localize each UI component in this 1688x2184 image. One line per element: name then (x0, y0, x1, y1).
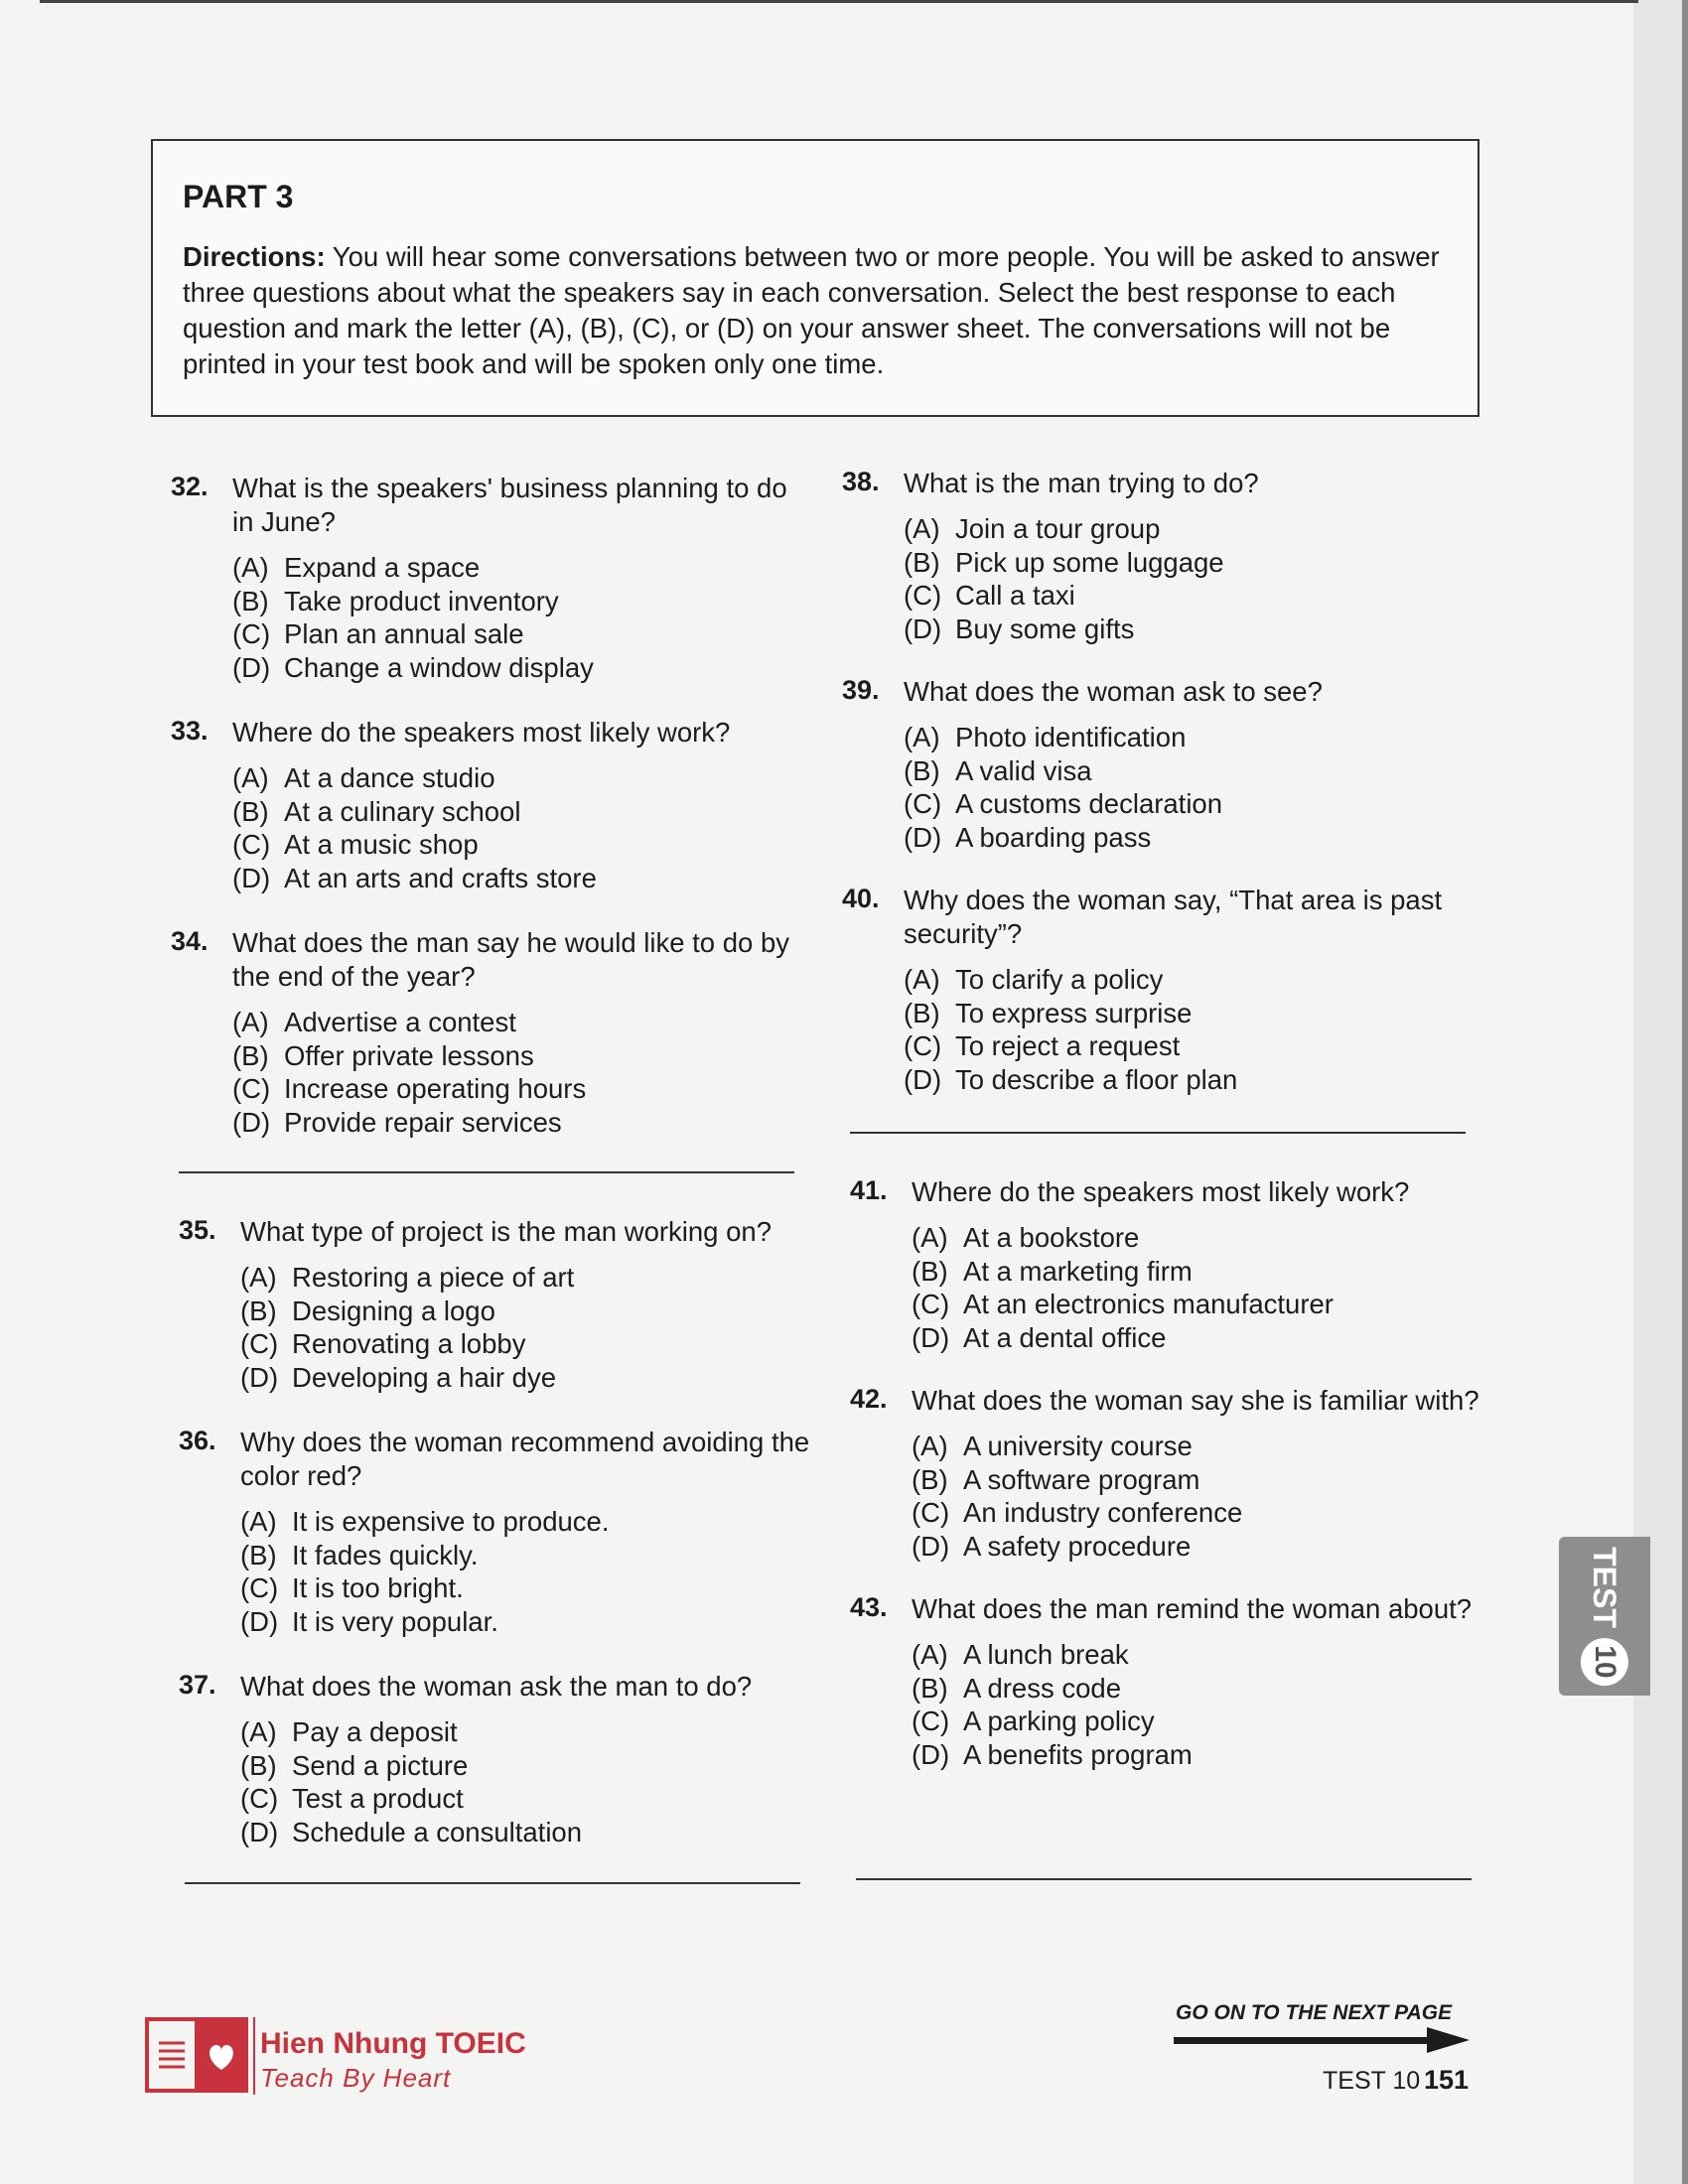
left-column (171, 472, 806, 1139)
option-letter: (A) (904, 964, 940, 995)
divider (856, 1878, 1472, 1880)
tab-number: 10 (1581, 1638, 1628, 1686)
option-letter: (D) (240, 1816, 279, 1847)
option-letter: (D) (904, 613, 942, 644)
option-letter: (D) (240, 1605, 279, 1637)
question-42 (850, 1384, 1485, 1563)
options (240, 1261, 814, 1394)
option-letter: (A) (232, 552, 269, 583)
option[interactable] (904, 579, 1477, 613)
question-number: 33. (171, 716, 209, 746)
option-letter: (A) (912, 1639, 948, 1670)
question-number: 41. (850, 1175, 888, 1205)
option-letter: (B) (232, 585, 269, 616)
option-letter: (A) (912, 1222, 948, 1253)
option-text: To describe a floor plan (955, 1063, 1238, 1095)
question-text: What does the man say he would like to do by the end of the year? (232, 927, 790, 992)
option[interactable] (232, 551, 806, 585)
option-letter: (B) (240, 1539, 277, 1570)
question-number: 34. (171, 926, 209, 956)
option-text: It is expensive to produce. (292, 1506, 610, 1537)
option[interactable] (912, 1638, 1485, 1672)
option-letter: (C) (232, 829, 271, 860)
options (240, 1505, 814, 1638)
tab-inner (1581, 1547, 1628, 1686)
directions-text: You will hear some conversations between two or more people. You will be asked to answer three questions about what the speakers say in each conversation. Select the best response to each question and mark the letter (A), (B), (C), or (D) on your answer sheet. The conversations will not be printed in your test book and will be spoken only one time. (183, 241, 1440, 379)
question-number: 35. (179, 1215, 216, 1245)
question-33 (171, 716, 806, 894)
option-letter: (D) (240, 1361, 279, 1393)
question-36 (179, 1426, 814, 1638)
question-38 (842, 467, 1477, 645)
option-text: Developing a hair dye (292, 1361, 557, 1393)
option-text: Advertise a contest (284, 1007, 516, 1037)
option[interactable] (912, 1463, 1485, 1497)
option-letter: (A) (232, 1007, 269, 1037)
option-text: A dress code (963, 1672, 1121, 1704)
option-text: Call a taxi (955, 580, 1075, 611)
option-text: Take product inventory (284, 585, 559, 616)
divider (185, 1882, 800, 1884)
directions-label: Directions: (183, 241, 326, 272)
brand-name: Hien Nhung TOEIC (260, 2027, 526, 2060)
option[interactable] (912, 1530, 1485, 1564)
tab-label (1559, 1537, 1650, 1696)
option[interactable] (232, 1039, 806, 1073)
option-text: It is too bright. (292, 1572, 464, 1603)
option-letter: (C) (232, 618, 271, 649)
question-40 (842, 884, 1477, 1096)
question-41 (850, 1175, 1485, 1354)
option-letter: (C) (240, 1328, 279, 1359)
option-text: Provide repair services (284, 1106, 562, 1138)
option[interactable] (912, 1705, 1485, 1738)
option[interactable] (232, 1006, 806, 1039)
option-text: A benefits program (963, 1738, 1193, 1770)
option-text: At a culinary school (284, 795, 521, 827)
page-edge (1633, 0, 1688, 2184)
option[interactable] (240, 1539, 814, 1572)
option-letter: (C) (904, 1030, 942, 1061)
option-text: At a marketing firm (963, 1255, 1193, 1287)
page-edge-line (1682, 0, 1688, 2184)
question-text: What does the woman say she is familiar with? (912, 1385, 1479, 1416)
option[interactable] (912, 1321, 1485, 1355)
option-text: Schedule a consultation (292, 1816, 583, 1847)
question-text: Where do the speakers most likely work? (232, 717, 731, 748)
question-number: 32. (171, 472, 209, 501)
option-text: A customs declaration (955, 788, 1223, 819)
option[interactable] (232, 1072, 806, 1106)
option-letter: (D) (912, 1321, 950, 1353)
option-letter: (B) (904, 754, 940, 786)
option-text: Join a tour group (955, 513, 1161, 544)
option-text: It fades quickly. (292, 1539, 479, 1570)
options (904, 512, 1477, 645)
option-text: Renovating a lobby (292, 1328, 526, 1359)
options (912, 1430, 1485, 1563)
options (232, 1006, 806, 1139)
option-letter: (C) (904, 580, 942, 611)
option-letter: (A) (904, 513, 940, 544)
options (232, 551, 806, 684)
option-letter: (B) (240, 1749, 277, 1781)
question-32 (171, 472, 806, 684)
option[interactable] (240, 1782, 814, 1816)
option[interactable] (240, 1816, 814, 1849)
option-text: Test a product (292, 1783, 464, 1814)
option-letter: (B) (912, 1672, 948, 1704)
option-text: At an arts and crafts store (284, 862, 597, 893)
option-text: A lunch break (963, 1639, 1129, 1670)
question-number: 40. (842, 884, 880, 913)
right-column (842, 467, 1477, 1096)
option[interactable] (904, 1029, 1477, 1063)
option-text: A software program (963, 1463, 1200, 1495)
question-text: Why does the woman say, “That area is past security”? (904, 885, 1443, 949)
book-heart-logo-icon (145, 2015, 254, 2095)
option[interactable] (240, 1605, 814, 1639)
option-letter: (A) (240, 1716, 277, 1747)
option[interactable] (904, 1063, 1477, 1097)
question-text: Why does the woman recommend avoiding the color red? (240, 1427, 810, 1491)
question-number: 37. (179, 1670, 216, 1700)
option-text: Increase operating hours (284, 1073, 587, 1104)
option-letter: (D) (904, 1063, 942, 1095)
part-title: PART 3 (183, 179, 294, 214)
option-text: Expand a space (284, 552, 481, 583)
option-letter: (C) (904, 788, 942, 819)
option[interactable] (240, 1571, 814, 1605)
option-letter: (A) (232, 762, 269, 793)
option-letter: (B) (912, 1463, 948, 1495)
option-letter: (C) (232, 1073, 271, 1104)
option-letter: (D) (904, 821, 942, 853)
arrow-right-icon (1174, 2025, 1472, 2055)
directions-paragraph (183, 239, 1448, 382)
question-number: 39. (842, 675, 880, 705)
options (232, 761, 806, 894)
option-letter: (B) (904, 546, 940, 578)
option-text: Pick up some luggage (955, 546, 1224, 578)
question-text: What is the speakers' business planning to do in June? (232, 473, 787, 537)
option-letter: (A) (904, 722, 940, 752)
question-37 (179, 1670, 814, 1848)
option[interactable] (904, 754, 1477, 788)
option-text: A safety procedure (963, 1530, 1192, 1562)
option-text: A university course (963, 1431, 1193, 1461)
option[interactable] (232, 761, 806, 795)
brand-tagline: Teach By Heart (260, 2063, 452, 2093)
option[interactable] (240, 1327, 814, 1361)
option[interactable] (240, 1261, 814, 1295)
options (240, 1715, 814, 1848)
option[interactable] (912, 1496, 1485, 1530)
option-text: At an electronics manufacturer (963, 1289, 1334, 1319)
option-letter: (B) (240, 1295, 277, 1326)
option[interactable] (232, 651, 806, 685)
divider (850, 1132, 1466, 1134)
option[interactable] (904, 821, 1477, 855)
question-34 (171, 926, 806, 1139)
right-column-lower (850, 1175, 1485, 1771)
option-text: Plan an annual sale (284, 618, 524, 649)
option-text: A parking policy (963, 1706, 1155, 1736)
options (904, 721, 1477, 854)
option-text: Change a window display (284, 651, 594, 683)
option-letter: (C) (240, 1783, 279, 1814)
test-tab (1559, 1537, 1650, 1696)
option[interactable] (912, 1221, 1485, 1255)
option-text: Designing a logo (292, 1295, 495, 1326)
tab-text: TEST (1587, 1547, 1623, 1628)
option[interactable] (240, 1361, 814, 1395)
brand-separator (253, 2017, 255, 2095)
question-number: 36. (179, 1426, 216, 1455)
option-letter: (D) (232, 862, 271, 893)
question-text: What does the woman ask to see? (904, 676, 1323, 707)
option[interactable] (904, 512, 1477, 546)
question-text: What does the woman ask the man to do? (240, 1671, 753, 1702)
directions-box (151, 139, 1479, 417)
question-43 (850, 1592, 1485, 1771)
option[interactable] (912, 1288, 1485, 1321)
option[interactable] (240, 1295, 814, 1328)
option-text: An industry conference (963, 1497, 1243, 1528)
question-35 (179, 1215, 814, 1394)
option[interactable] (232, 795, 806, 829)
option[interactable] (232, 1106, 806, 1140)
option-text: At a music shop (284, 829, 479, 860)
question-text: What does the man remind the woman about? (912, 1593, 1473, 1624)
option-letter: (A) (240, 1506, 277, 1537)
page-number: 151 (1424, 2065, 1470, 2095)
question-text: Where do the speakers most likely work? (912, 1176, 1410, 1207)
option[interactable] (904, 546, 1477, 580)
option-letter: (C) (912, 1497, 950, 1528)
option-text: Offer private lessons (284, 1039, 534, 1071)
option[interactable] (912, 1738, 1485, 1772)
options (904, 963, 1477, 1096)
option-letter: (D) (912, 1738, 950, 1770)
option-text: To express surprise (955, 997, 1193, 1028)
option-letter: (D) (232, 1106, 271, 1138)
option-letter: (B) (232, 1039, 269, 1071)
option-letter: (A) (240, 1262, 277, 1293)
question-text: What type of project is the man working on? (240, 1216, 772, 1247)
option[interactable] (232, 585, 806, 618)
option-text: At a dental office (963, 1321, 1167, 1353)
option[interactable] (232, 617, 806, 651)
option-text: A boarding pass (955, 821, 1152, 853)
footer-test: TEST 10 (1323, 2067, 1421, 2095)
option[interactable] (240, 1505, 814, 1539)
question-text: What is the man trying to do? (904, 468, 1259, 498)
option[interactable] (240, 1749, 814, 1783)
option-text: A valid visa (955, 754, 1092, 786)
question-39 (842, 675, 1477, 854)
divider (179, 1171, 794, 1173)
option-text: At a bookstore (963, 1222, 1140, 1253)
option-letter: (B) (904, 997, 940, 1028)
brand (260, 2027, 526, 2094)
option-text: Buy some gifts (955, 613, 1135, 644)
option-text: It is very popular. (292, 1605, 498, 1637)
option[interactable] (904, 787, 1477, 821)
option-text: Photo identification (955, 722, 1187, 752)
option-letter: (C) (912, 1289, 950, 1319)
option[interactable] (912, 1672, 1485, 1706)
option-text: Pay a deposit (292, 1716, 458, 1747)
option[interactable] (904, 721, 1477, 754)
option[interactable] (240, 1715, 814, 1749)
options (912, 1221, 1485, 1354)
option[interactable] (912, 1430, 1485, 1463)
option-letter: (C) (240, 1572, 279, 1603)
option-letter: (D) (232, 651, 271, 683)
option-text: To clarify a policy (955, 964, 1164, 995)
option[interactable] (912, 1255, 1485, 1289)
option[interactable] (904, 997, 1477, 1030)
option-letter: (B) (912, 1255, 948, 1287)
options (912, 1638, 1485, 1771)
question-number: 38. (842, 467, 880, 496)
option[interactable] (232, 862, 806, 895)
next-page-label: GO ON TO THE NEXT PAGE (1176, 2001, 1453, 2024)
question-number: 42. (850, 1384, 888, 1414)
option-text: To reject a request (955, 1030, 1181, 1061)
option-letter: (C) (912, 1706, 950, 1736)
option-text: Send a picture (292, 1749, 469, 1781)
option-letter: (A) (912, 1431, 948, 1461)
option-text: Restoring a piece of art (292, 1262, 575, 1293)
option-text: At a dance studio (284, 762, 495, 793)
question-number: 43. (850, 1592, 888, 1622)
option-letter: (D) (912, 1530, 950, 1562)
left-column-lower (179, 1215, 814, 1848)
option-letter: (B) (232, 795, 269, 827)
option[interactable] (232, 828, 806, 862)
option[interactable] (904, 963, 1477, 997)
option[interactable] (904, 613, 1477, 646)
top-rule (40, 0, 1638, 3)
